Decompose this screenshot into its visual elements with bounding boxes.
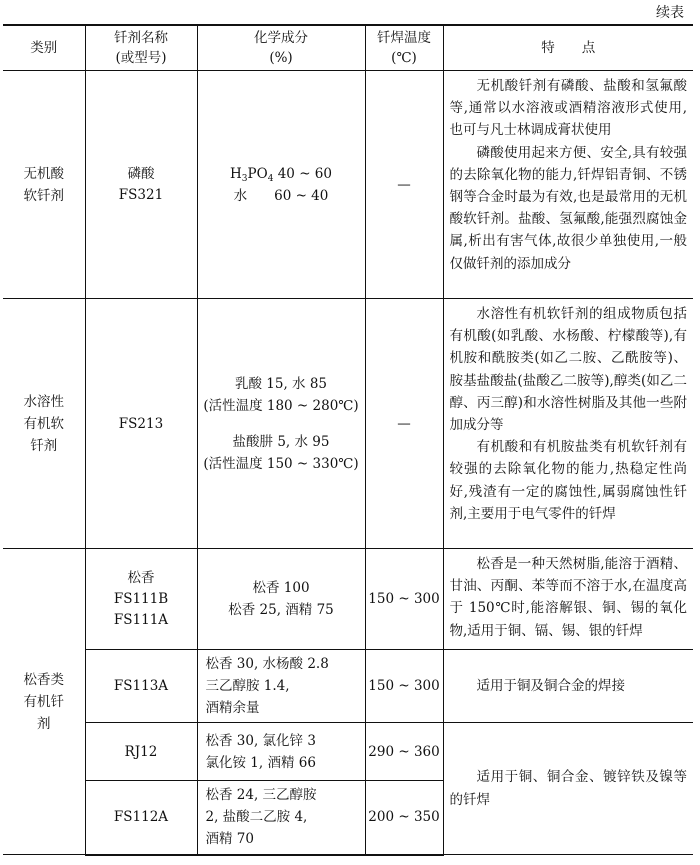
features-cell: 适用于铜、铜合金、镀锌铁及镍等的钎焊 [443, 723, 693, 855]
temperature-cell: 290 ~ 360 [365, 723, 443, 781]
temperature-cell: 200 ~ 350 [365, 781, 443, 855]
formula-line: $H_3PO_4$ 40 ~ 60 [230, 165, 332, 184]
table-row [3, 299, 693, 549]
table-row [3, 549, 693, 650]
features-cell: 无机酸钎剂有磷酸、盐酸和氢氟酸等,通常以水溶液或酒精溶液形式使用,也可与凡士林调成膏状使用 磷酸使用起来方便、安全,具有较强的去除氧化物的能力,钎焊铝青铜、不锈钢等合金时最为有效,也是最常用的无机酸软钎剂。盐酸、氢氟酸,能强烈腐蚀金属,析出有害气体,故很少单独使用,一般仅做钎剂的添加成分 [443, 71, 693, 299]
header-row [3, 25, 693, 71]
name-cell: 松香 FS111B FS111A [85, 549, 197, 650]
table-row [3, 650, 693, 723]
composition-cell: 乳酸 15, 水 85 (活性温度 180 ~ 280℃) 盐酸肼 5, 水 95 (活性温度 150 ~ 330℃) [197, 299, 365, 549]
continuation-label: 续表 [656, 5, 684, 21]
composition-cell: $H_3PO_4$ 40 ~ 60 水 60 ~ 40 [197, 71, 365, 299]
category-cell: 松香类 有机钎 剂 [3, 549, 85, 855]
category-cell: 无机酸 软钎剂 [3, 71, 85, 299]
header-temperature: 钎焊温度 (℃) [365, 25, 443, 71]
name-cell: FS213 [85, 299, 197, 549]
header-features: 特 点 [443, 25, 693, 71]
header-category: 类别 [3, 25, 85, 71]
temperature-cell: — [365, 299, 443, 549]
name-cell: FS112A [85, 781, 197, 855]
temperature-cell: 150 ~ 300 [365, 549, 443, 650]
features-cell: 适用于铜及铜合金的焊接 [443, 650, 693, 723]
features-cell: 松香是一种天然树脂,能溶于酒精、甘油、丙酮、苯等而不溶于水,在温度高于 150℃时,能溶解银、铜、锡的氧化物,适用于铜、镉、锡、银的钎焊 [443, 549, 693, 650]
temperature-cell: — [365, 71, 443, 299]
name-cell: RJ12 [85, 723, 197, 781]
table-row [3, 71, 693, 299]
name-cell: 磷酸 FS321 [85, 71, 197, 299]
temperature-cell: 150 ~ 300 [365, 650, 443, 723]
table-row [3, 723, 693, 781]
features-cell: 水溶性有机软钎剂的组成物质包括有机酸(如乳酸、水杨酸、柠檬酸等),有机胺和酰胺类(如乙二胺、乙酰胺等)、胺基盐酸盐(盐酸乙二胺等),醇类(如乙二醇、丙三醇)和水溶性树脂及其他一些附加成分等 有机酸和有机胺盐类有机软钎剂有较强的去除氧化物的能力,热稳定性尚好,残渣有一定的腐蚀性,属弱腐蚀性钎剂,主要用于电气零件的钎焊 [443, 299, 693, 549]
composition-cell: 松香 24, 三乙醇胺 2, 盐酸二乙胺 4, 酒精 70 [197, 781, 365, 855]
composition-cell: 松香 30, 氯化锌 3 氯化铵 1, 酒精 66 [197, 723, 365, 781]
name-cell: FS113A [85, 650, 197, 723]
composition-cell: 松香 100 松香 25, 酒精 75 [197, 549, 365, 650]
category-cell: 水溶性 有机软 钎剂 [3, 299, 85, 549]
header-composition: 化学成分 (%) [197, 25, 365, 71]
composition-cell: 松香 30, 水杨酸 2.8 三乙醇胺 1.4, 酒精余量 [197, 650, 365, 723]
flux-table [3, 24, 693, 856]
header-name: 钎剂名称 (或型号) [85, 25, 197, 71]
